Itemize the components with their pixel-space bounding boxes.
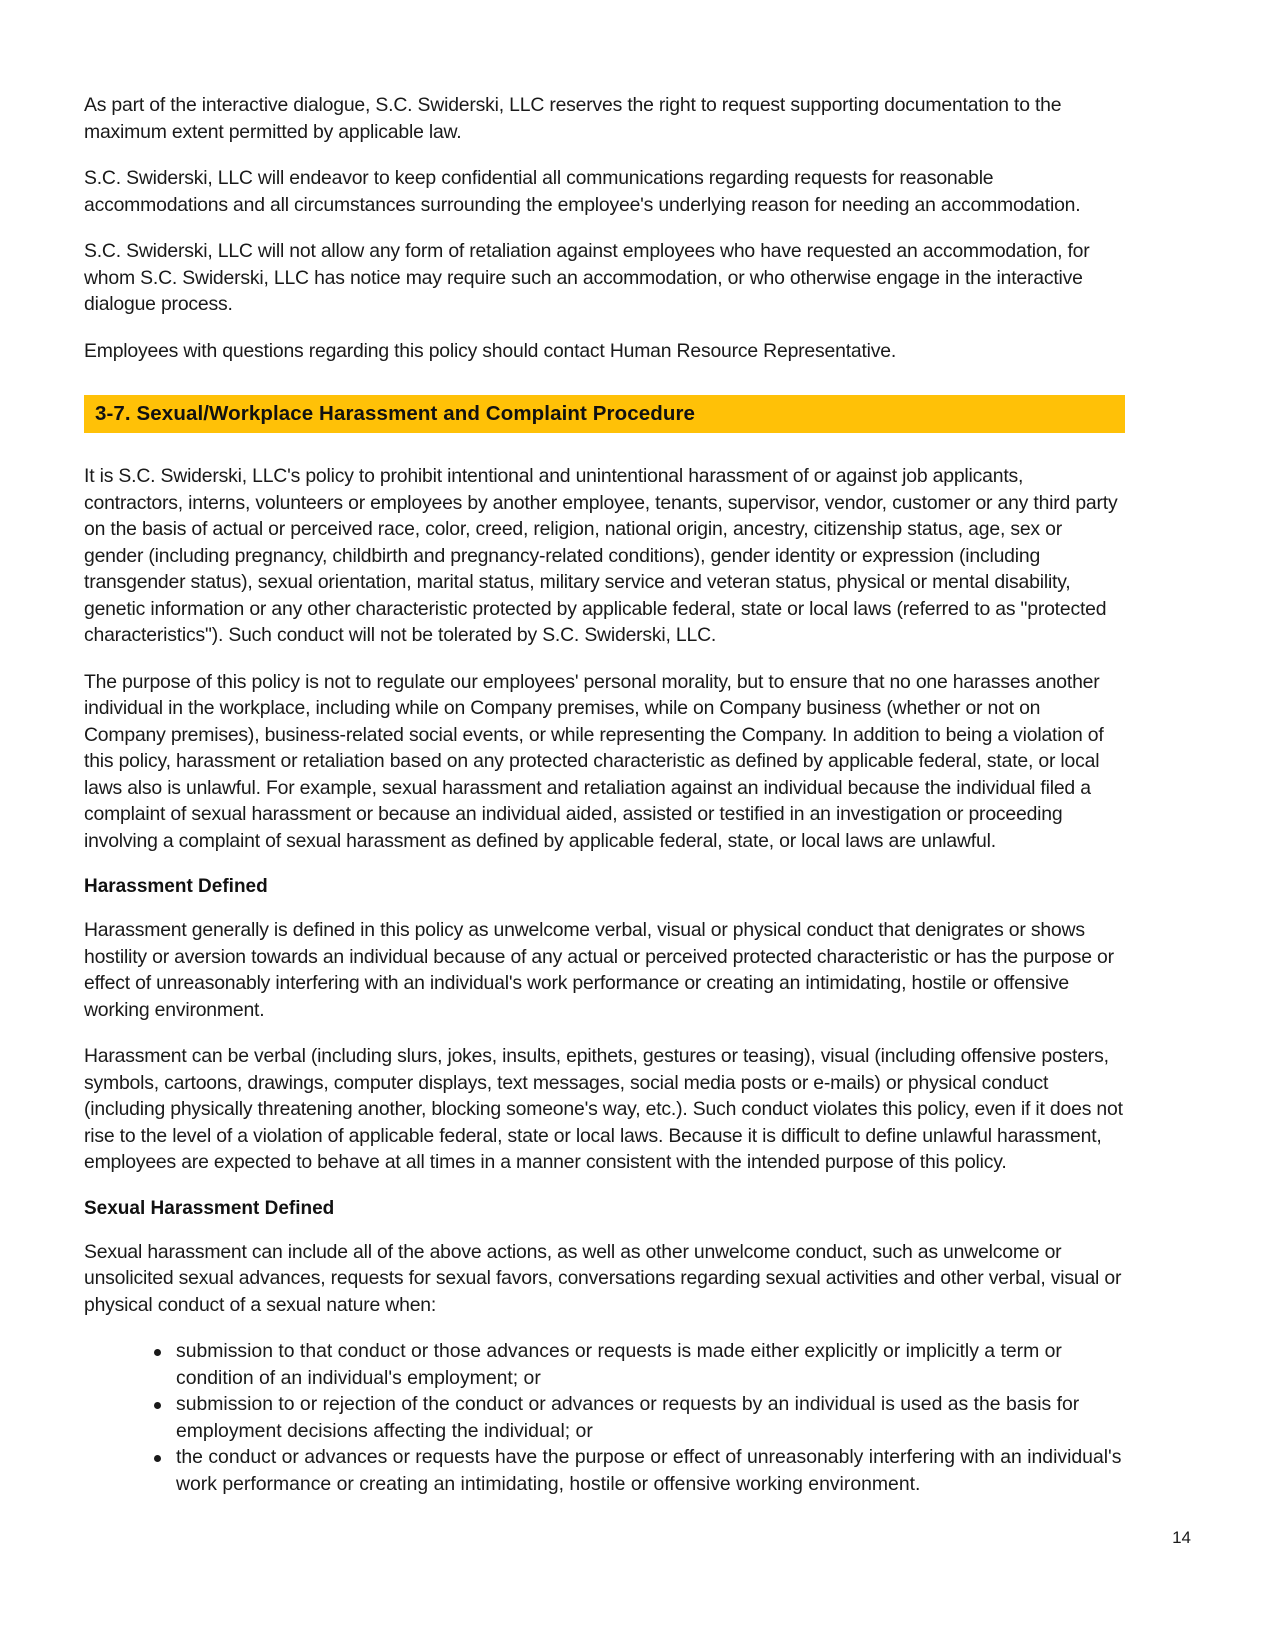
- list-item: the conduct or advances or requests have the purpose or effect of unreasonably interfering with an individual's work performance or creating an intimidating, hostile or offensive working environment.: [154, 1444, 1124, 1497]
- page-content: [84, 92, 1124, 1497]
- subheading-sexual-harassment-defined: Sexual Harassment Defined: [84, 1197, 335, 1219]
- paragraph-policy-prohibit-harassment: It is S.C. Swiderski, LLC's policy to prohibit intentional and unintentional harassment of or against job applicants, contractors, interns, volunteers or employees by another employee, tenants, supervisor, vendor, customer or any third party on the basis of actual or perceived race, color, creed, religion, national origin, ancestry, citizenship status, age, sex or gender (including pregnancy, childbirth and pregnancy-related conditions), gender identity or expression (including transgender status), sexual orientation, marital status, military service and veteran status, physical or mental disability, genetic information or any other characteristic protected by applicable federal, state or local laws (referred to as "protected characteristics"). Such conduct will not be tolerated by S.C. Swiderski, LLC.: [84, 465, 1118, 646]
- paragraph-policy-purpose: The purpose of this policy is not to regulate our employees' personal morality, but to ensure that no one harasses another individual in the workplace, including while on Company premises, while on Company business (whether or not on Company premises), business-related social events, or while representing the Company. In addition to being a violation of this policy, harassment or retaliation based on any protected characteristic as defined by applicable federal, state, or local laws also is unlawful. For example, sexual harassment and retaliation against an individual because the individual filed a complaint of sexual harassment or because an individual aided, assisted or testified in an investigation or proceeding involving a complaint of sexual harassment as defined by applicable federal, state, or local laws are unlawful.: [84, 670, 1104, 852]
- section-heading-banner: [84, 395, 1125, 433]
- sexual-harassment-criteria-list: [84, 1338, 1124, 1497]
- paragraph-confidentiality: S.C. Swiderski, LLC will endeavor to keep confidential all communications regarding requests for reasonable accommodations and all circumstances surrounding the employee's underlying reason for needing an accommodation.: [84, 167, 1081, 216]
- paragraph-sexual-harassment-intro: Sexual harassment can include all of the above actions, as well as other unwelcome conduct, such as unwelcome or unsolicited sexual advances, requests for sexual favors, conversations regarding sexual activities and other verbal, visual or physical conduct of a sexual nature when:: [84, 1240, 1122, 1316]
- paragraph-interactive-dialogue: As part of the interactive dialogue, S.C. Swiderski, LLC reserves the right to request supporting documentation to the maximum extent permitted by applicable law.: [84, 94, 1062, 143]
- paragraph-harassment-forms: Harassment can be verbal (including slurs, jokes, insults, epithets, gestures or teasing), visual (including offensive posters, symbols, cartoons, drawings, computer displays, text messages, social media posts or e-mails) or physical conduct (including physically threatening another, blocking someone's way, etc.). Such conduct violates this policy, even if it does not rise to the level of a violation of applicable federal, state or local laws. Because it is difficult to define unlawful harassment, employees are expected to behave at all times in a manner consistent with the intended purpose of this policy.: [84, 1045, 1123, 1173]
- page-number: 14: [1172, 1528, 1191, 1547]
- section-heading-title: 3-7. Sexual/Workplace Harassment and Complaint Procedure: [95, 401, 696, 425]
- list-item: submission to that conduct or those advances or requests is made either explicitly or implicitly a term or condition of an individual's employment; or: [154, 1338, 1124, 1391]
- list-item: submission to or rejection of the conduct or advances or requests by an individual is used as the basis for employment decisions affecting the individual; or: [154, 1391, 1124, 1444]
- paragraph-no-retaliation: S.C. Swiderski, LLC will not allow any form of retaliation against employees who have requested an accommodation, for whom S.C. Swiderski, LLC has notice may require such an accommodation, or who otherwise engage in the interactive dialogue process.: [84, 240, 1090, 315]
- paragraph-questions-contact: Employees with questions regarding this policy should contact Human Resource Representative.: [84, 339, 897, 362]
- paragraph-harassment-definition: Harassment generally is defined in this policy as unwelcome verbal, visual or physical conduct that denigrates or shows hostility or aversion towards an individual because of any actual or perceived protected characteristic or has the purpose or effect of unreasonably interfering with an individual's work performance or creating an intimidating, hostile or offensive working environment.: [84, 919, 1114, 1021]
- subheading-harassment-defined: Harassment Defined: [84, 876, 268, 897]
